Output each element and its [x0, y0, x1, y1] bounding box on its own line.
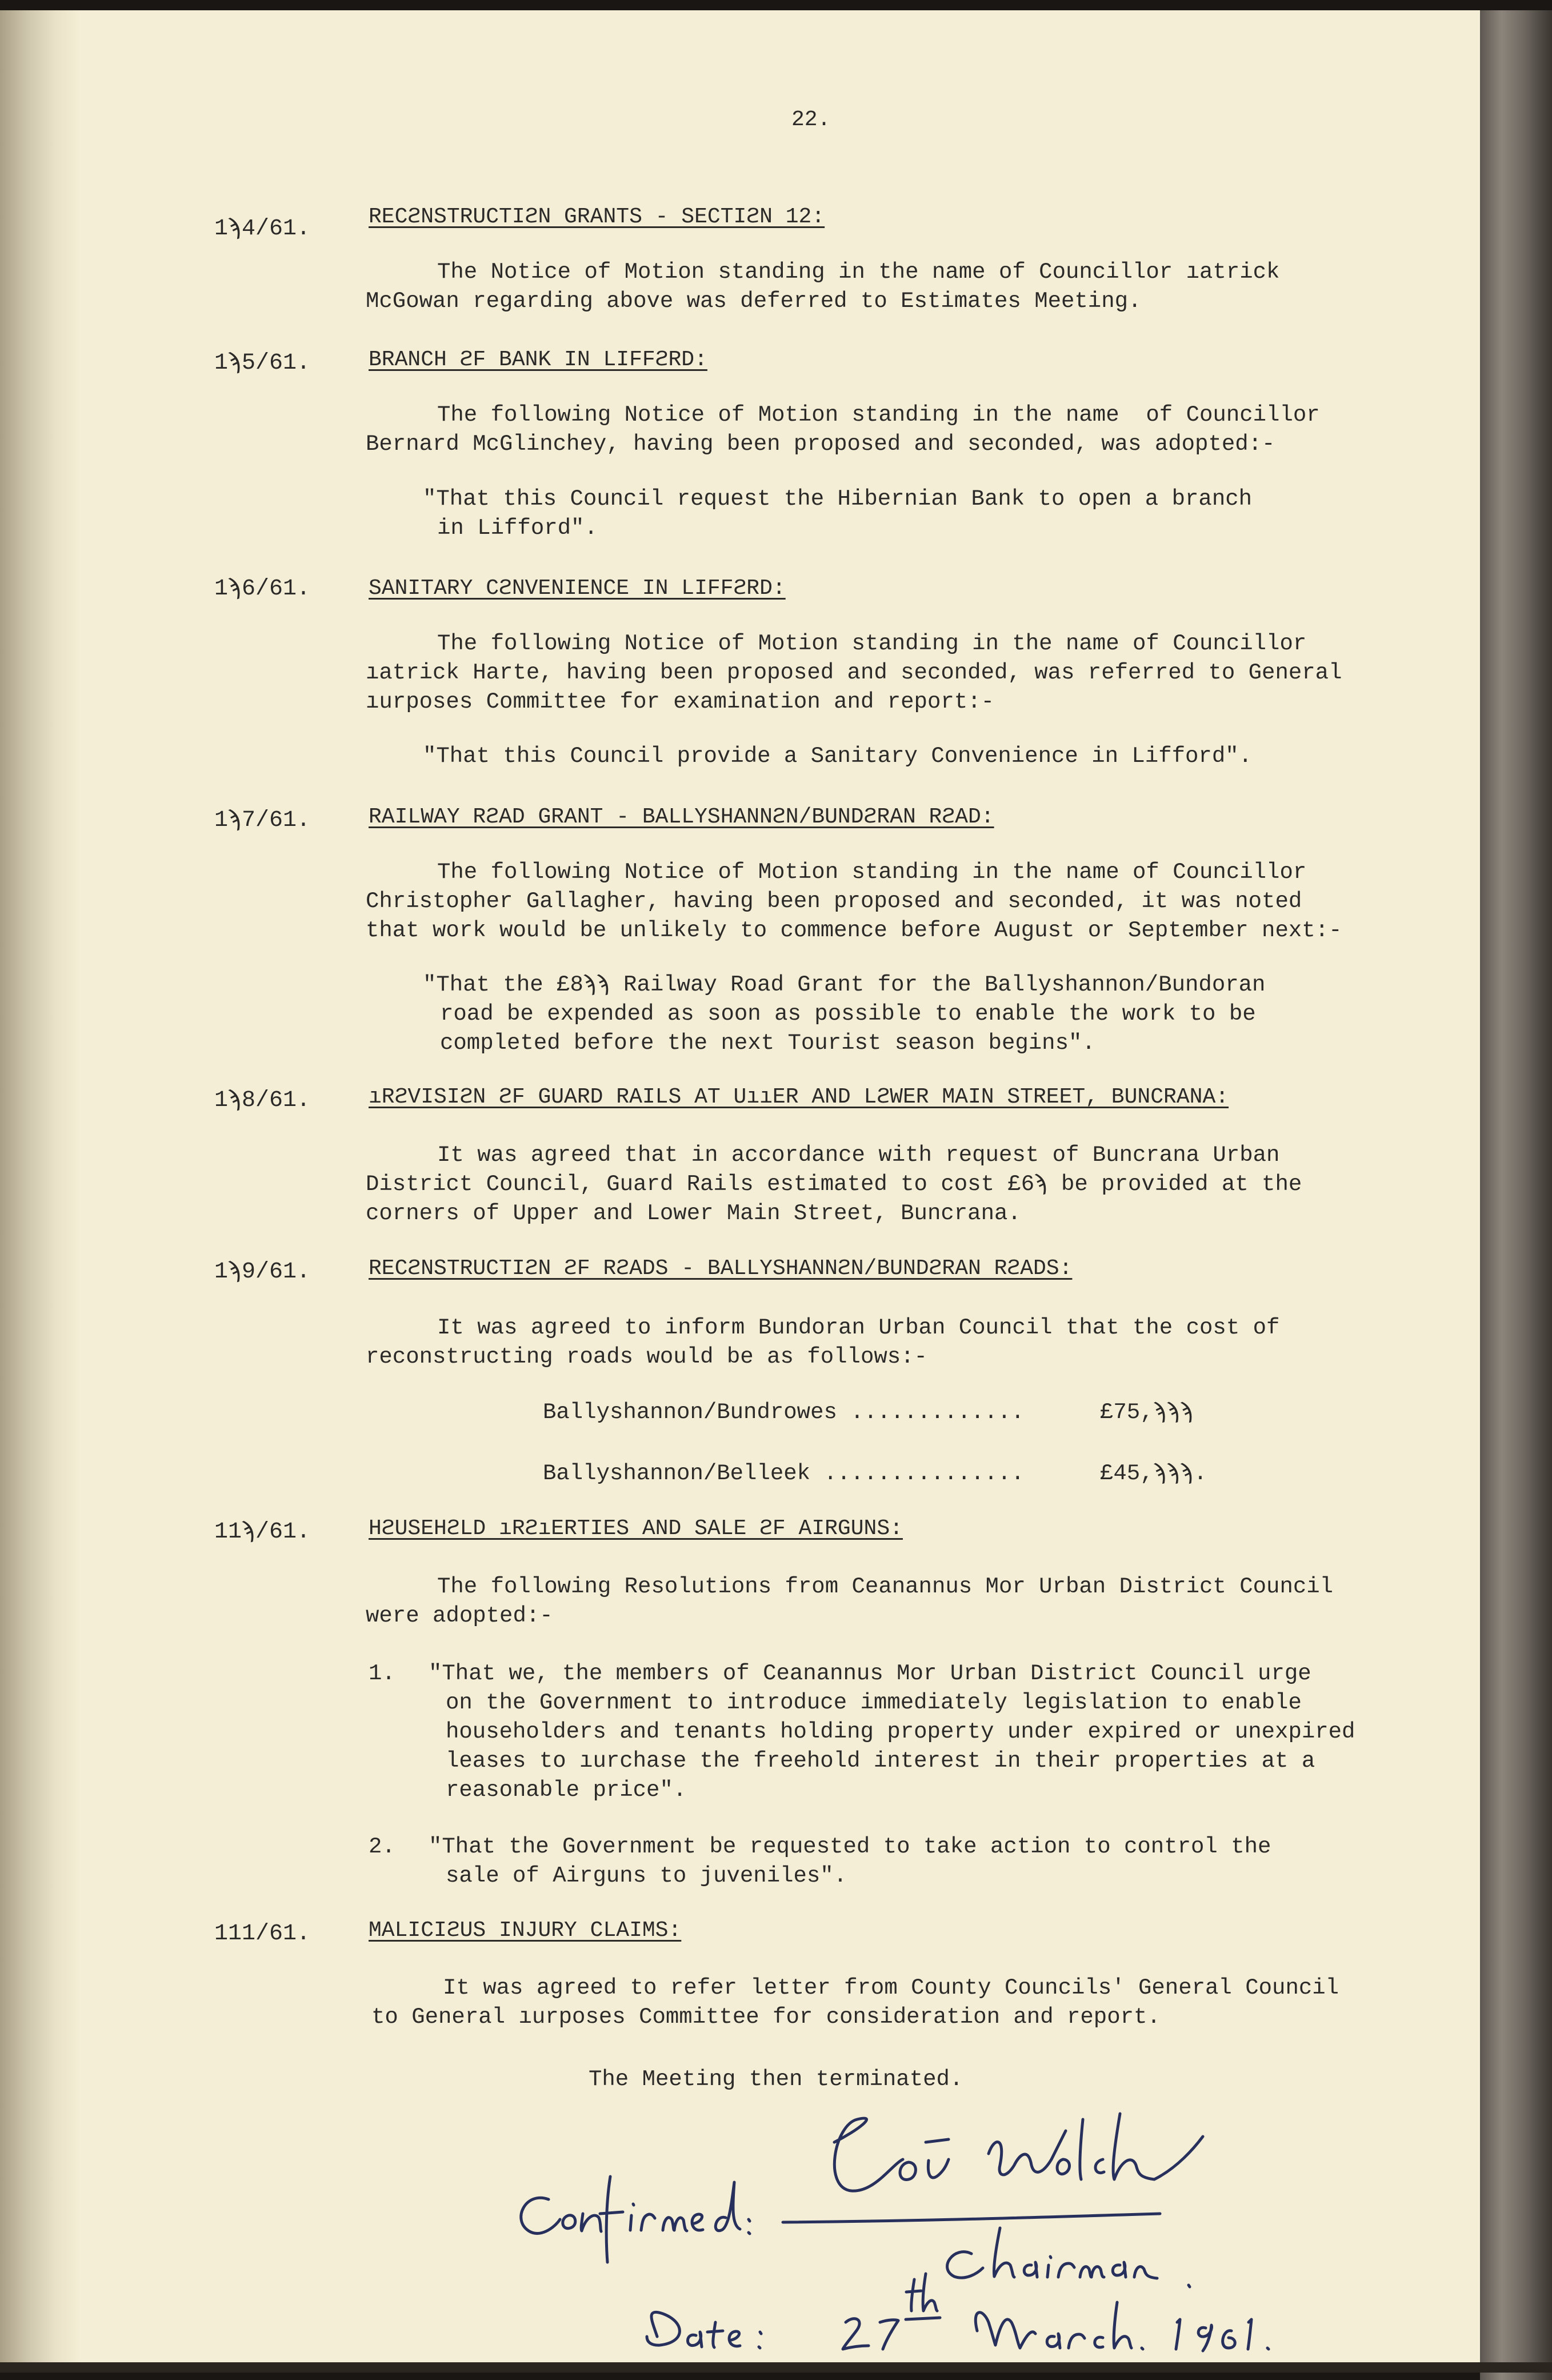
signature-block [514, 2068, 1429, 2377]
item-number: 111/61. [214, 1921, 311, 1947]
resolution-text: "That the Government be requested to take action to control the [429, 1834, 1271, 1859]
item-text: that work would be unlikely to commence before August or September next:- [366, 918, 1342, 943]
item-quote: in Lifford". [437, 516, 598, 541]
resolution-text: on the Government to introduce immediately legislation to enable [446, 1690, 1302, 1715]
item-text: corners of Upper and Lower Main Street, Buncrana. [366, 1201, 1021, 1226]
item-text: The following Notice of Motion standing in the name of Councillor [437, 631, 1307, 656]
item-heading: BRANCH ϩF BANK IN LIFFϩRD: [369, 348, 707, 372]
item-number: 1ϡ9/61. [214, 1259, 311, 1285]
item-text: It was agreed to inform Bundoran Urban Council that the cost of [437, 1315, 1280, 1340]
item-number: 11ϡ/61. [214, 1519, 311, 1545]
item-heading: RECϩNSTRUCTIϩN ϩF RϩADS - BALLYSHANNϩN/BUNDϩRAN RϩADS: [369, 1256, 1073, 1281]
item-text: The following Notice of Motion standing in the name of Councillor [437, 860, 1307, 885]
resolution-text: "That we, the members of Ceanannus Mor Urban District Council urge [429, 1661, 1311, 1686]
cost-amount: £75,ϡϡϡ [1100, 1400, 1194, 1425]
item-quote: completed before the next Tourist season begins". [440, 1031, 1095, 1056]
item-text: It was agreed to refer letter from County Councils' General Council [443, 1975, 1339, 2000]
item-heading: HϩUSEHϩLD ıRϩıERTIES AND SALE ϩF AIRGUNS: [369, 1516, 903, 1541]
resolution-text: householders and tenants holding property under expired or unexpired [446, 1719, 1355, 1744]
item-heading: RAILWAY RϩAD GRANT - BALLYSHANNϩN/BUNDϩRAN RϩAD: [369, 805, 994, 829]
item-heading: RECϩNSTRUCTIϩN GRANTS - SECTIϩN 12: [369, 205, 825, 229]
signature-drawing [514, 2068, 1429, 2365]
cost-amount: £45,ϡϡϡ. [1100, 1461, 1207, 1486]
item-text: The following Resolutions from Ceanannus Mor Urban District Council [437, 1574, 1334, 1599]
document-page [0, 10, 1480, 2362]
binding-shadow [0, 10, 80, 2362]
item-text: The Notice of Motion standing in the name of Councillor ıatrick [437, 259, 1280, 285]
item-heading: MALICIϩUS INJURY CLAIMS: [369, 1918, 682, 1943]
item-number: 1ϡ5/61. [214, 350, 311, 376]
item-text: reconstructing roads would be as follows:- [366, 1344, 927, 1369]
cost-route: Ballyshannon/Bundrowes ............. [543, 1400, 1025, 1425]
item-quote: "That this Council request the Hibernian Bank to open a branch [423, 486, 1253, 512]
resolution-number: 2. [369, 1834, 395, 1859]
closing-line: The Meeting then terminated. [589, 2067, 963, 2092]
item-number: 1ϡ8/61. [214, 1088, 311, 1113]
item-text: to General ıurposes Committee for consideration and report. [371, 2004, 1161, 2030]
item-number: 1ϡ6/61. [214, 576, 311, 602]
item-text: McGowan regarding above was deferred to Estimates Meeting. [366, 289, 1142, 314]
item-text: ıatrick Harte, having been proposed and seconded, was referred to General [366, 660, 1342, 685]
item-text: were adopted:- [366, 1603, 553, 1628]
item-text: Bernard McGlinchey, having been proposed and seconded, was adopted:- [366, 432, 1275, 457]
resolution-text: sale of Airguns to juveniles". [446, 1863, 847, 1888]
item-heading: ıRϩVISIϩN ϩF GUARD RAILS AT UııER AND LϩWER MAIN STREET, BUNCRANA: [369, 1085, 1229, 1109]
item-quote: "That this Council provide a Sanitary Convenience in Lifford". [423, 744, 1253, 769]
resolution-number: 1. [369, 1661, 395, 1686]
resolution-text: reasonable price". [446, 1778, 687, 1803]
item-text: District Council, Guard Rails estimated to cost £6ϡ be provided at the [366, 1172, 1302, 1197]
item-text: The following Notice of Motion standing in the name of Councillor [437, 402, 1320, 428]
page-edge [1480, 10, 1552, 2380]
item-heading: SANITARY CϩNVENIENCE IN LIFFϩRD: [369, 576, 786, 601]
item-number: 1ϡ7/61. [214, 808, 311, 833]
item-quote: road be expended as soon as possible to enable the work to be [440, 1001, 1256, 1027]
item-number: 1ϡ4/61. [214, 216, 311, 242]
resolution-text: leases to ıurchase the freehold interest in their properties at a [446, 1748, 1315, 1774]
item-text: Christopher Gallagher, having been proposed and seconded, it was noted [366, 889, 1302, 914]
page-number: 22. [791, 107, 831, 132]
item-text: ıurposes Committee for examination and report:- [366, 689, 994, 714]
cost-route: Ballyshannon/Belleek ............... [543, 1461, 1025, 1486]
item-quote: "That the £8ϡϡ Railway Road Grant for the Ballyshannon/Bundoran [423, 972, 1266, 997]
item-text: It was agreed that in accordance with request of Buncrana Urban [437, 1143, 1280, 1168]
